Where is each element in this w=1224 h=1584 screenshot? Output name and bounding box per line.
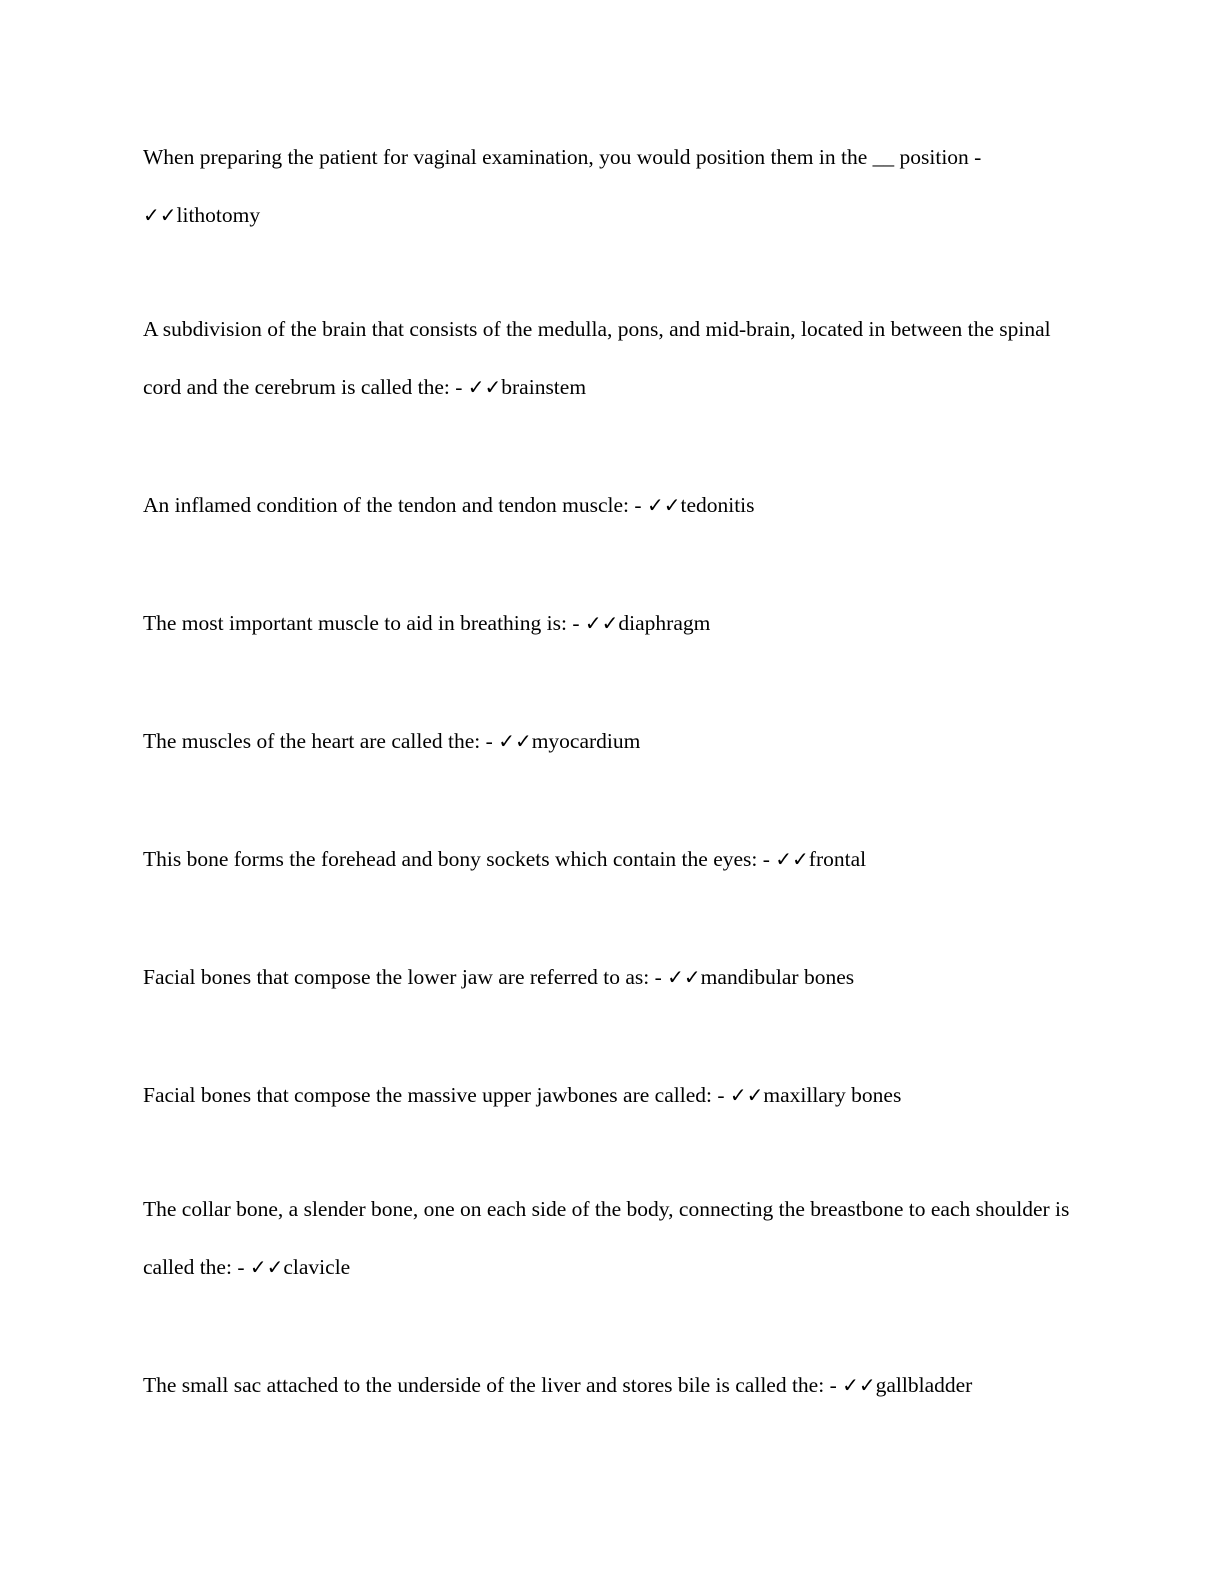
- double-check-icon: ✓✓: [729, 1083, 764, 1107]
- question-text: An inflamed condition of the tendon and tendon muscle: -: [143, 493, 642, 517]
- answer-text: gallbladder: [875, 1373, 973, 1397]
- answer-text: myocardium: [531, 729, 641, 753]
- qa-item-8: [143, 1066, 1083, 1124]
- question-text: Facial bones that compose the massive upper jawbones are called: -: [143, 1083, 725, 1107]
- answer-text: mandibular bones: [700, 965, 855, 989]
- qa-item-5: [143, 712, 1083, 770]
- double-check-icon: ✓✓: [249, 1255, 284, 1279]
- double-check-icon: ✓✓: [842, 1373, 876, 1397]
- qa-item-10: [143, 1356, 1083, 1414]
- qa-item-9: [143, 1180, 1083, 1296]
- double-check-icon: ✓✓: [498, 729, 532, 753]
- double-check-icon: ✓✓: [584, 611, 619, 635]
- answer-text: clavicle: [283, 1255, 351, 1279]
- answer-text: brainstem: [501, 375, 587, 399]
- double-check-icon: ✓✓: [467, 375, 502, 399]
- answer-text: frontal: [808, 847, 867, 871]
- question-text: When preparing the patient for vaginal examination, you would position them in the __ position -: [143, 145, 982, 169]
- question-text: The muscles of the heart are called the: -: [143, 729, 493, 753]
- answer-text: lithotomy: [176, 203, 261, 227]
- qa-item-2: [143, 300, 1083, 416]
- qa-item-1: [143, 128, 1083, 244]
- answer-text: tedonitis: [680, 493, 755, 517]
- question-text: A subdivision of the brain that consists of the medulla, pons, and mid-brain, located in between the spinal cord and the cerebrum is called the: -: [143, 317, 1051, 399]
- question-text: The collar bone, a slender bone, one on each side of the body, connecting the breastbone to each shoulder is called the: -: [143, 1197, 1070, 1279]
- double-check-icon: ✓✓: [646, 493, 681, 517]
- answer-text: diaphragm: [618, 611, 711, 635]
- question-text: The most important muscle to aid in breathing is: -: [143, 611, 580, 635]
- question-text: Facial bones that compose the lower jaw are referred to as: -: [143, 965, 662, 989]
- double-check-icon: ✓✓: [775, 847, 809, 871]
- double-check-icon: ✓✓: [143, 203, 177, 227]
- qa-item-6: [143, 830, 1083, 888]
- double-check-icon: ✓✓: [667, 965, 701, 989]
- question-text: This bone forms the forehead and bony sockets which contain the eyes: -: [143, 847, 770, 871]
- qa-item-3: [143, 476, 1083, 534]
- answer-text: maxillary bones: [763, 1083, 902, 1107]
- qa-item-4: [143, 594, 1083, 652]
- question-text: The small sac attached to the underside of the liver and stores bile is called the: -: [143, 1373, 837, 1397]
- qa-item-7: [143, 948, 1083, 1006]
